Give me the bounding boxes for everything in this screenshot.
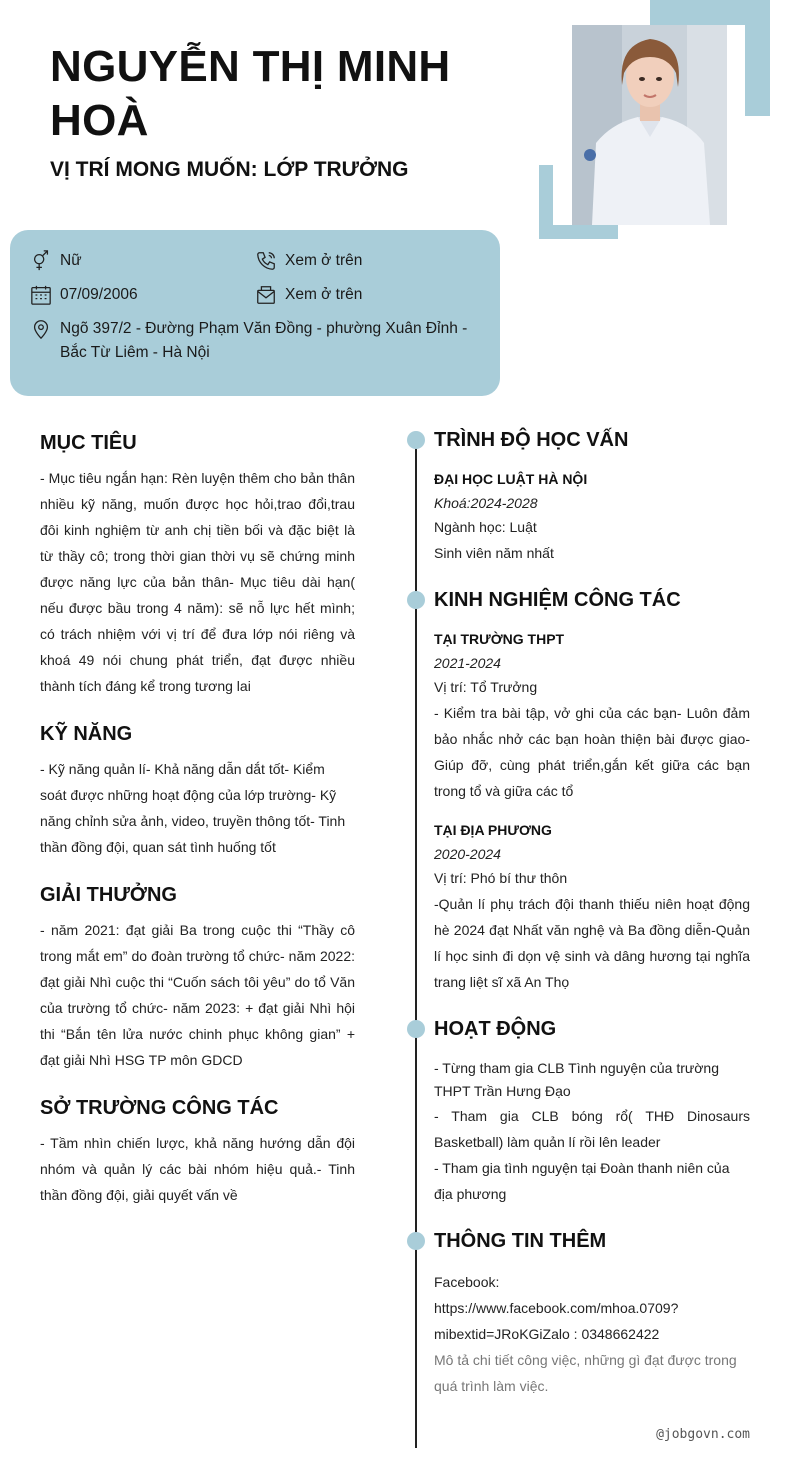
timeline-dot-experience (407, 591, 425, 609)
location-icon (30, 318, 52, 340)
more-info-title: THÔNG TIN THÊM (434, 1230, 607, 1252)
education-school: ĐẠI HỌC LUẬT HÀ NỘI (434, 471, 588, 487)
skills-section (40, 721, 355, 860)
photo-frame-left (539, 165, 553, 239)
activities-section (434, 1016, 750, 1207)
education-major: Ngành học: Luật (434, 519, 537, 535)
profile-photo-illustration (572, 25, 727, 225)
education-section (434, 427, 750, 566)
activities-title: HOẠT ĐỘNG (434, 1018, 557, 1040)
contact-box (10, 230, 500, 396)
skills-title: KỸ NĂNG (40, 723, 133, 745)
awards-text: - năm 2021: đạt giải Ba trong cuộc thi “Thầy cô trong mắt em” do đoàn trường tổ chức- năm 2022: đạt giải Nhì cuộc thi “Cuốn sách tôi yêu” do tổ Văn của trường tổ chức- năm 2023: + đạt giải Nhì hội thi “Bắn tên lửa nước chinh phục không gian” + đạt giải Nhì HSG TP môn GDCD (40, 922, 355, 1068)
experience-role: Vị trí: Phó bí thư thôn (434, 870, 568, 886)
strengths-section (40, 1095, 355, 1208)
experience-item (434, 817, 750, 995)
gender-value: Nữ (60, 252, 82, 269)
awards-section (40, 882, 355, 1073)
address-value: Ngõ 397/2 - Đường Phạm Văn Đồng - phường Xuân Đỉnh - Bắc Từ Liêm - Hà Nội (60, 320, 468, 361)
phone-value: Xem ở trên (285, 252, 363, 269)
birthday-row (30, 283, 138, 307)
timeline-dot-education (407, 431, 425, 449)
objective-title: MỤC TIÊU (40, 432, 137, 454)
activity-item: - Từng tham gia CLB Tình nguyện của trường THPT Trần Hưng Đạo (434, 1060, 720, 1099)
email-value: Xem ở trên (285, 286, 363, 303)
photo-frame-right (745, 0, 770, 116)
experience-role: Vị trí: Tổ Trưởng (434, 679, 538, 695)
experience-section (434, 587, 750, 995)
activity-item: - Tham gia CLB bóng rổ( THĐ Dinosaurs Basketball) làm quản lí rồi lên leader (434, 1108, 750, 1150)
strengths-text: - Tầm nhìn chiến lược, khả năng hướng dẫn đội nhóm và quản lý các bài nhóm hiệu quả.- Tinh thần đồng đội, giải quyết vấn về (40, 1135, 355, 1203)
facebook-label: Facebook: (434, 1274, 500, 1290)
gender-row (30, 249, 82, 273)
education-period: Khoá:2024-2028 (434, 495, 538, 511)
activity-item: - Tham gia tình nguyện tại Đoàn thanh niên của địa phương (434, 1160, 730, 1202)
education-title: TRÌNH ĐỘ HỌC VẤN (434, 429, 629, 451)
more-info-section (434, 1228, 750, 1399)
desired-position: VỊ TRÍ MONG MUỐN: LỚP TRƯỞNG (50, 158, 409, 181)
strengths-title: SỞ TRƯỜNG CÔNG TÁC (40, 1097, 279, 1119)
timeline-dot-more-info (407, 1232, 425, 1250)
phone-row (255, 249, 362, 273)
calendar-icon (30, 284, 52, 306)
left-column (40, 430, 355, 1230)
objective-text: - Mục tiêu ngắn hạn: Rèn luyện thêm cho bản thân nhiều kỹ năng, muốn được học hỏi,trao đổi,trau đôi kinh nghiệm từ anh chị tiền bối và đặc biệt là từ thầy cô; trong thời gian thời vụ sẽ chứng minh được năng lực của bản thân- Mục tiêu dài hạn( nếu được bầu trong 4 năm): sẽ nỗ lực hết mình; có trách nhiệm với vị trí để đưa lớp nói riêng và khoá 49 nói chung phát triển, đạt được nhiều thành tích đáng kể trong tương lai (40, 470, 355, 694)
facebook-url: https://www.facebook.com/mhoa.0709? (434, 1300, 679, 1316)
birthday-value: 07/09/2006 (60, 286, 138, 303)
experience-item (434, 626, 750, 804)
timeline-dot-activities (407, 1020, 425, 1038)
address-row (30, 317, 480, 365)
gender-icon (30, 250, 52, 272)
email-icon (255, 284, 277, 306)
more-info-note: Mô tả chi tiết công việc, những gì đạt được trong quá trình làm việc. (434, 1352, 737, 1394)
experience-org: TẠI ĐỊA PHƯƠNG (434, 822, 552, 838)
experience-period: 2021-2024 (434, 655, 501, 671)
experience-desc: -Quản lí phụ trách đội thanh thiếu niên hoạt động hè 2024 đạt Nhất văn nghệ và Ba đồng diễn-Quản lí học sinh đi dọn vệ sinh và dâng hương tại nghĩa trang liệt sĩ xã An Thọ (434, 896, 750, 990)
zalo-contact: mibextid=JRoKGiZalo : 0348662422 (434, 1326, 660, 1342)
experience-title: KINH NGHIỆM CÔNG TÁC (434, 589, 681, 611)
watermark: @jobgovn.com (656, 1427, 750, 1442)
skills-text: - Kỹ năng quản lí- Khả năng dẫn dắt tốt- Kiểm soát được những hoạt động của lớp trường- Kỹ năng chỉnh sửa ảnh, video, truyền thông tốt- Tinh thần đồng đội, quan sát tình huống tốt (40, 761, 346, 855)
phone-icon (255, 250, 277, 272)
experience-desc: - Kiểm tra bài tập, vở ghi của các bạn- Luôn đảm bảo nhắc nhở các bạn hoàn thiện bài được giao- Giúp đỡ, cùng phát triển,gắn kết giữa các bạn trong tổ và giữa các tổ (434, 705, 750, 799)
objective-section (40, 430, 355, 699)
awards-title: GIẢI THƯỞNG (40, 884, 177, 906)
profile-photo (572, 25, 727, 225)
education-status: Sinh viên năm nhất (434, 545, 554, 561)
email-row (255, 283, 362, 307)
experience-org: TẠI TRƯỜNG THPT (434, 631, 565, 647)
experience-period: 2020-2024 (434, 846, 501, 862)
candidate-name: NGUYỄN THỊ MINH HOÀ (50, 42, 451, 145)
